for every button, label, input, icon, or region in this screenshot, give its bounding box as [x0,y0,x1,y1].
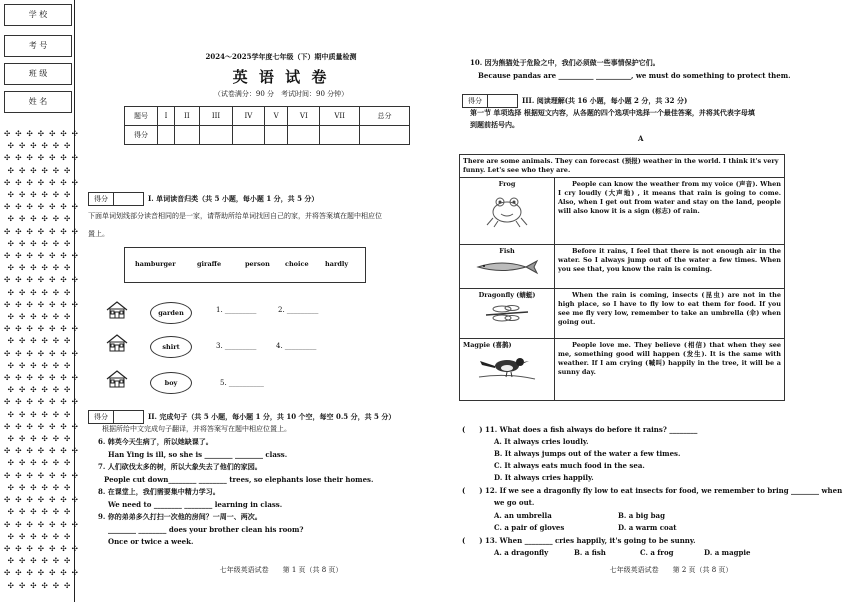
passage-letter: A [638,134,644,143]
score-header-cell: III [199,107,232,126]
section2-title: II. 完成句子（共 5 小题，每小题 1 分，共 10 个空，每空 0.5 分，共 5 分） [148,412,396,421]
house-icon [106,301,128,319]
animal-text-fish: Before it rains, I feel that there is not enough air in the water. So I always jump out of the water a few times. When you see that, you know the rain is coming. [555,245,785,289]
q12-option-c[interactable]: C. a pair of gloves [494,523,565,532]
animal-text-dragonfly: When the rain is coming, insects (昆虫) are not in the high place, so I have to fly low to eat them for food. If you see me fly very low, remember to take an umbrella (伞) when going out. [555,289,785,339]
animal-name: Frog [498,180,516,188]
q13-option-b[interactable]: B. a fish [574,548,606,557]
animal-cell-fish [460,245,555,289]
q13-stem: ( ) 13. When ________ cries happily, it's going to be sunny. [462,536,696,545]
q12-stem: ( ) 12. If we see a dragonfly fly low to eat insects for food, we remember to bring ________ when [462,486,843,495]
section1-instructions-cont: 置上。 [88,230,109,238]
answer-blank-3[interactable]: 3. _________ [216,342,257,350]
magpie-icon [477,353,537,383]
name-field[interactable]: 姓 名 [4,91,72,113]
house-word-boy: boy [150,372,192,394]
word-person: person [245,260,270,268]
animal-name: Fish [499,247,515,255]
exam-subtitle: （试卷满分：90 分 考试时间：90 分钟） [213,90,349,98]
q11-option-a[interactable]: A. It always cries loudly. [494,437,589,446]
word-hardly: hardly [325,260,349,268]
house-word-shirt: shirt [150,336,192,358]
animal-name: Magpie (喜鹊) [463,341,512,349]
section2-score-box[interactable] [88,410,144,424]
section1-title: I. 单词读音归类（共 5 小题，每小题 1 分，共 5 分） [148,194,319,203]
footer-page-2: 七年级英语试卷 第 2 页（共 8 页） [609,566,733,574]
exam-number-field[interactable]: 考 号 [4,35,72,57]
dragonfly-icon [482,303,532,323]
frog-icon [484,192,530,228]
margin-strip [0,0,80,602]
q9-answer: Once or twice a week. [108,537,194,546]
q9-chinese: 9. 你的弟弟多久打扫一次他的房间？一周一、两次。 [98,512,262,521]
section3-title: III. 阅读理解(共 16 小题，每小题 2 分，共 32 分) [522,96,688,105]
q8-english[interactable]: We need to ________ ________ learning in class. [108,500,283,509]
animal-text-magpie: People love me. They believe (相信) that when they see me, something good will happen (发生). It is the same with weather. If I am crying (喊叫) happily in the tree, it will be a sunny day. [555,339,785,401]
school-field[interactable]: 学 校 [4,4,72,26]
score-cell[interactable] [320,126,360,145]
q6-chinese: 6. 韩英今天生病了，所以她缺课了。 [98,437,213,446]
score-cell[interactable] [264,126,288,145]
q10-chinese: 10. 因为熊猫处于危险之中，我们必须做一些事情保护它们。 [470,58,660,67]
q13-option-a[interactable]: A. a dragonfly [494,548,549,557]
score-label: 得分 [463,95,488,107]
q10-english[interactable]: Because pandas are __________ __________, we must do something to protect them. [478,71,791,80]
exam-line: 2024～2025学年度七年级（下）期中质量检测 [205,52,357,61]
section3-instructions: 第一节 单项选择 根据短文内容，从各题的四个选项中选择一个最佳答案，并将其代表字母填 [470,108,755,117]
score-cell[interactable] [158,126,175,145]
q12-option-a[interactable]: A. an umbrella [494,511,552,520]
animal-name: Dragonfly (蜻蜓) [478,291,536,299]
fish-icon [474,259,540,275]
section1-instructions: 下面单词划线部分读音相同的是一家，请帮助所给单词找回自己的家，并将答案填在题中相应位 [88,212,382,220]
q11-option-d[interactable]: D. It always cries happily. [494,473,594,482]
seal-line-decoration: ✣ ✣ ✣ ✣ ✣ ✣ ✣ ✣ ✣ ✣ ✣ ✣ ✣ ✣ ✣ ✣ ✣ ✣ ✣ ✣ ✣ ✣ ✣ ✣ ✣ ✣ ✣ ✣ ✣ ✣ ✣ ✣ ✣ ✣ ✣ ✣ ✣ ✣ ✣ ✣ ✣ ✣ ✣ ✣ ✣ ✣ ✣ ✣ ✣ ✣ ✣ ✣ ✣ ✣ ✣ ✣ ✣ ✣ ✣ ✣ ✣ ✣ ✣ ✣ ✣ ✣ ✣ ✣ ✣ ✣ ✣ ✣ ✣ ✣ ✣ ✣ ✣ ✣ ✣ ✣ ✣ ✣ ✣ ✣ ✣ ✣ ✣ ✣ ✣ ✣ ✣ ✣ ✣ ✣ ✣ ✣ ✣ ✣ ✣ ✣ ✣ ✣ ✣ ✣ ✣ ✣ ✣ ✣ ✣ ✣ ✣ ✣ ✣ ✣ ✣ ✣ ✣ ✣ ✣ ✣ ✣ ✣ ✣ ✣ ✣ ✣ ✣ ✣ ✣ ✣ ✣ ✣ ✣ ✣ ✣ ✣ ✣ ✣ ✣ ✣ ✣ ✣ ✣ ✣ ✣ ✣ ✣ ✣ ✣ ✣ ✣ ✣ ✣ ✣ ✣ ✣ ✣ ✣ ✣ ✣ ✣ ✣ ✣ ✣ ✣ ✣ ✣ ✣ ✣ ✣ ✣ ✣ ✣ ✣ ✣ ✣ ✣ ✣ ✣ ✣ ✣ ✣ ✣ ✣ ✣ ✣ ✣ ✣ ✣ ✣ ✣ ✣ ✣ ✣ ✣ ✣ ✣ ✣ ✣ ✣ ✣ ✣ ✣ ✣ ✣ ✣ ✣ ✣ ✣ ✣ ✣ ✣ ✣ ✣ ✣ ✣ ✣ ✣ ✣ ✣ ✣ ✣ ✣ ✣ ✣ ✣ ✣ ✣ ✣ ✣ ✣ ✣ ✣ ✣ ✣ ✣ ✣ ✣ ✣ ✣ ✣ ✣ ✣ ✣ ✣ ✣ ✣ [4,129,80,590]
q11-stem: ( ) 11. What does a fish always do before it rains? ________ [462,425,698,434]
answer-blank-2[interactable]: 2. _________ [278,306,319,314]
footer-page-1: 七年级英语试卷 第 1 页（共 8 页） [219,566,343,574]
score-label: 得分 [89,193,114,205]
animal-cell-frog [460,178,555,245]
word-giraffe: giraffe [197,260,222,268]
q7-chinese: 7. 人们砍伐太多的树，所以大象失去了他们的家园。 [98,462,262,471]
animal-cell-dragonfly [460,289,555,339]
score-header-cell: VII [320,107,360,126]
house-word-garden: garden [150,302,192,324]
section3-instructions-cont: 到题前括号内。 [470,120,519,129]
passage-intro: There are some animals. They can forecast (预报) weather in the world. I think it's very funny. Let's see who they are. [460,155,785,178]
section3-score-box[interactable] [462,94,518,108]
score-header-cell: 总分 [360,107,410,126]
q13-option-d[interactable]: D. a magpie [704,548,751,557]
reading-table [459,154,785,401]
house-icon [106,334,128,352]
animal-cell-magpie [460,339,555,401]
score-header-cell: VI [288,107,320,126]
page-title: 英 语 试 卷 [232,68,330,86]
score-cell[interactable] [174,126,199,145]
q11-option-c[interactable]: C. It always eats much food in the sea. [494,461,645,470]
class-field[interactable]: 班 级 [4,63,72,85]
score-row-label: 得分 [125,126,158,145]
q11-option-b[interactable]: B. It always jumps out of the water a few times. [494,449,681,458]
answer-blank-5[interactable]: 5. __________ [220,379,264,387]
q12-stem-cont: we go out. [494,498,535,507]
section1-score-box[interactable] [88,192,144,206]
house-icon [106,370,128,388]
q12-option-d[interactable]: D. a warm coat [618,523,677,532]
q6-english[interactable]: Han Ying is ill, so she is ________ ________ class. [108,450,288,459]
score-header-cell: I [158,107,175,126]
score-header-cell: IV [233,107,265,126]
q13-option-c[interactable]: C. a frog [640,548,674,557]
score-cell[interactable] [360,126,410,145]
word-choice: choice [285,260,309,268]
score-label: 得分 [89,411,114,423]
score-header-cell: V [264,107,288,126]
score-table [124,106,410,145]
q8-chinese: 8. 在课堂上，我们需要集中精力学习。 [98,487,220,496]
q7-english[interactable]: People cut down________ ________ trees, so elephants lose their homes. [104,475,374,484]
section2-instructions: 根据所给中文完成句子翻译，并将答案写在题中相应位置上。 [102,425,291,433]
q9-english[interactable]: ________ ________ does your brother clean his room? [108,525,304,534]
word-hamburger: hamburger [135,260,176,268]
score-cell[interactable] [288,126,320,145]
answer-blank-1[interactable]: 1. _________ [216,306,257,314]
score-cell[interactable] [199,126,232,145]
q12-option-b[interactable]: B. a big bag [618,511,665,520]
answer-blank-4[interactable]: 4. _________ [276,342,317,350]
animal-text-frog: People can know the weather from my voice (声音). When I cry loudly (大声地) , it means that rain is going to come. Also, when I get out from water and stay on the land, people will also know it is a sign (标志) of rain. [555,178,785,245]
score-cell[interactable] [233,126,265,145]
score-header-cell: II [174,107,199,126]
word-box [124,247,366,283]
score-header-cell: 题号 [125,107,158,126]
